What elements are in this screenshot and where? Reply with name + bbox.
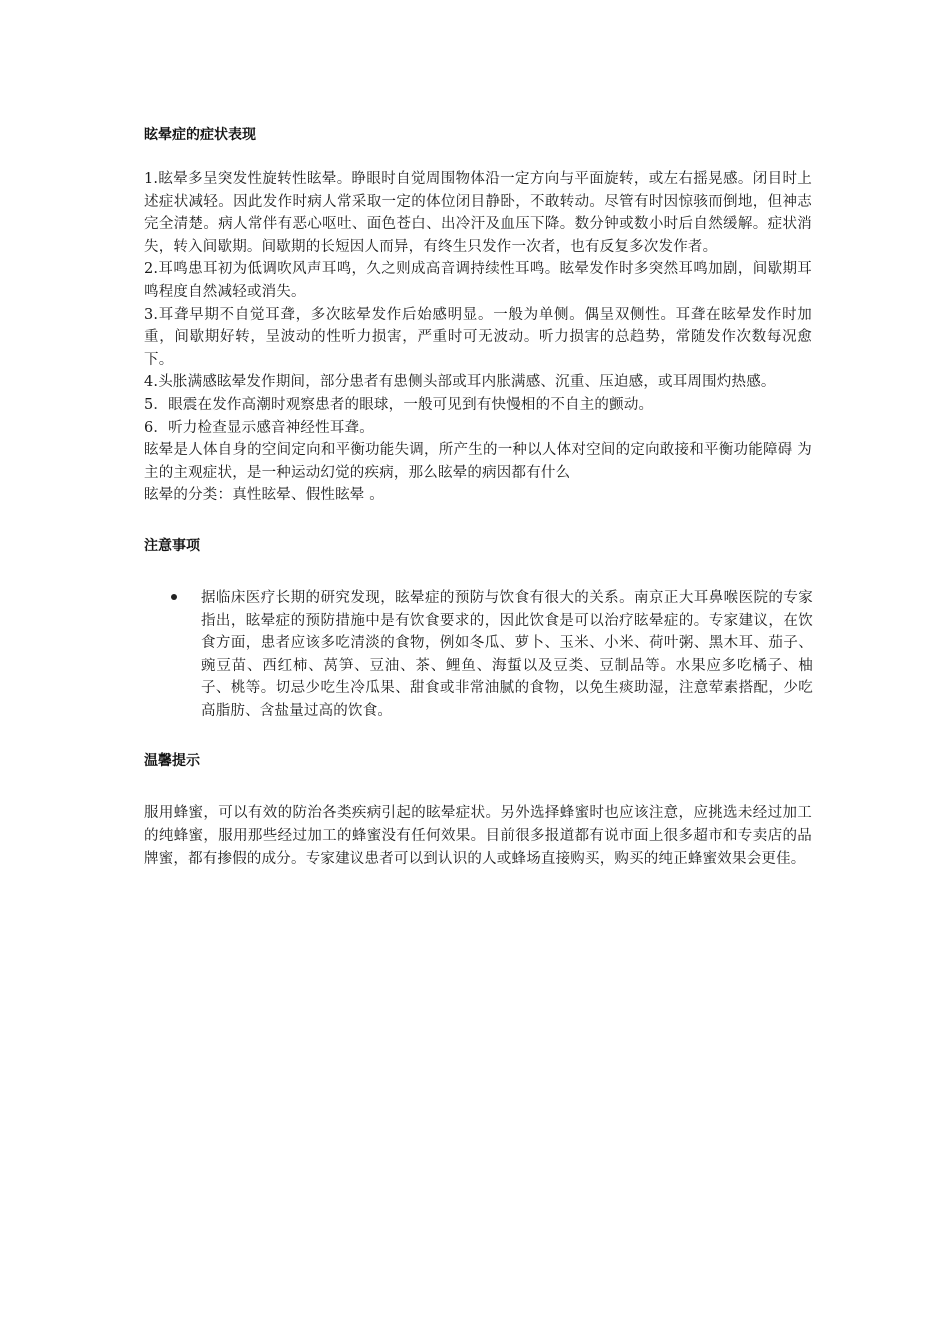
section-heading-tips: 温馨提示 <box>144 753 200 770</box>
section-heading-symptoms: 眩晕症的症状表现 <box>144 127 256 143</box>
symptoms-list <box>144 168 812 507</box>
symptom-item-5: 5．眼震在发作高潮时观察患者的眼球，一般可见到有快慢相的不自主的颤动。 <box>144 396 654 413</box>
symptom-item-2: 2.耳鸣患耳初为低调吹风声耳鸣，久之则成高音调持续性耳鸣。眩晕发作时多突然耳鸣加剧，间歇期耳鸣程度自然减轻或消失。 <box>144 261 812 300</box>
document-page <box>144 124 812 870</box>
vertigo-classification: 眩晕的分类：真性眩晕、假性眩晕 。 <box>144 487 385 504</box>
precaution-text: 据临床医疗长期的研究发现，眩晕症的预防与饮食有很大的关系。南京正大耳鼻喉医院的专家指出，眩晕症的预防措施中是有饮食要求的，因此饮食是可以治疗眩晕症的。专家建议，在饮食方面，患者应该多吃清淡的食物，例如冬瓜、萝卜、玉米、小米、荷叶粥、黑木耳、茄子、豌豆苗、西红柿、莴笋、豆油、茶、鲤鱼、海蜇以及豆类、豆制品等。水果应多吃橘子、柚子、桃等。切忌少吃生冷瓜果、甜食或非常油腻的食物，以免生痰助湿，注意荤素搭配，少吃高脂肪、含盐量过高的饮食。 <box>201 589 813 719</box>
symptom-item-3: 3.耳聋早期不自觉耳聋，多次眩晕发作后始感明显。一般为单侧。偶呈双侧性。耳聋在眩晕发作时加重，间歇期好转，呈波动的性听力损害，严重时可无波动。听力损害的总趋势，常随发作次数每况愈下。 <box>144 306 812 368</box>
symptom-item-1: 1.眩晕多呈突发性旋转性眩晕。睁眼时自觉周围物体沿一定方向与平面旋转，或左右摇晃感。闭目时上述症状减轻。因此发作时病人常采取一定的体位闭目静卧，不敢转动。尽管有时因惊骇而倒地，但神志完全清楚。病人常伴有恶心呕吐、面色苍白、出冷汗及血压下降。数分钟或数小时后自然缓解。症状消失，转入间歇期。间歇期的长短因人而异，有终生只发作一次者，也有反复多次发作者。 <box>144 171 812 255</box>
list-item <box>144 587 813 723</box>
symptom-item-4: 4.头胀满感眩晕发作期间，部分患者有患侧头部或耳内胀满感、沉重、压迫感，或耳周围灼热感。 <box>144 374 776 391</box>
vertigo-definition: 眩晕是人体自身的空间定向和平衡功能失调，所产生的一种以人体对空间的定向敢接和平衡功能障碍 为主的主观症状，是一种运动幻觉的疾病，那么眩晕的病因都有什么 <box>144 442 812 481</box>
bullet-icon <box>171 594 177 600</box>
section-heading-precautions: 注意事项 <box>144 537 200 554</box>
tips-text: 服用蜂蜜，可以有效的防治各类疾病引起的眩晕症状。另外选择蜂蜜时也应该注意，应挑选未经过加工的纯蜂蜜，服用那些经过加工的蜂蜜没有任何效果。目前很多报道都有说市面上很多超市和专卖店的品牌蜜，都有掺假的成分。专家建议患者可以到认识的人或蜂场直接购买，购买的纯正蜂蜜效果会更佳。 <box>144 805 812 867</box>
symptom-item-6: 6．听力检查显示感音神经性耳聋。 <box>144 419 374 436</box>
precautions-list <box>144 587 812 723</box>
